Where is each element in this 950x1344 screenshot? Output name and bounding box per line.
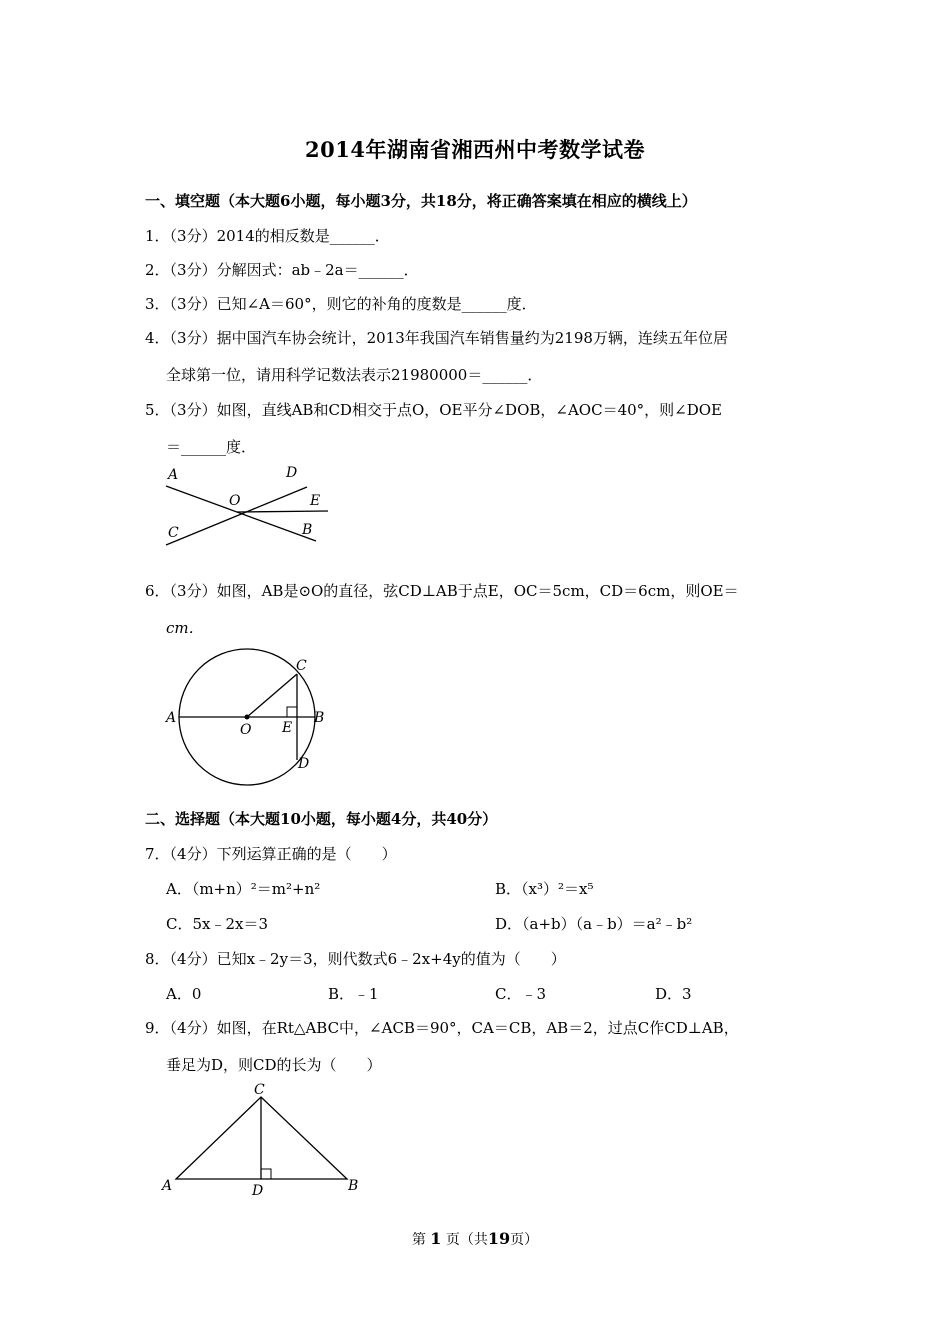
page-title: 2014年湖南省湘西州中考数学试卷: [305, 137, 645, 162]
right-angle-mark: [287, 707, 297, 717]
label-d: D: [286, 465, 298, 481]
question-4-line-1: 4．（3分）据中国汽车协会统计，2013年我国汽车销售量约为2198万辆，连续五年位居: [145, 329, 728, 347]
label-d: D: [252, 1183, 264, 1199]
question-9-line-1: 9．（4分）如图，在Rt△ABC中，∠ACB＝90°，CA＝CB，AB＝2，过点C作CD⊥AB，: [145, 1019, 739, 1037]
figure-q9-triangle: [160, 1082, 370, 1202]
label-c: C: [168, 525, 179, 541]
label-c: C: [296, 658, 307, 674]
label-c: C: [254, 1082, 265, 1098]
question-4-line-2: 全球第一位，请用科学记数法表示21980000＝______．: [166, 366, 543, 384]
page-footer: [0, 1229, 950, 1249]
question-8-option-c: C．﹣3: [495, 985, 547, 1003]
center-point: [245, 715, 250, 720]
question-7-option-b: B．（x³）²＝x⁵: [495, 880, 594, 898]
question-6-line-2: cm．: [166, 619, 204, 637]
question-7: 7．（4分）下列运算正确的是（ ）: [145, 845, 397, 863]
label-b: B: [348, 1178, 359, 1194]
label-o: O: [229, 493, 241, 509]
label-b: B: [314, 710, 325, 726]
footer-middle: 页（共: [445, 1232, 488, 1248]
label-b: B: [302, 522, 313, 538]
label-e: E: [282, 720, 293, 736]
label-e: E: [310, 493, 321, 509]
question-9-line-2: 垂足为D，则CD的长为（ ）: [166, 1056, 382, 1074]
label-o: O: [240, 722, 252, 738]
footer-page-number: 1: [430, 1229, 442, 1248]
question-8: 8．（4分）已知x﹣2y＝3，则代数式6﹣2x+4y的值为（ ）: [145, 950, 566, 968]
question-7-option-c: C．5x﹣2x＝3: [166, 915, 269, 933]
question-7-option-d: D．（a+b）（a﹣b）＝a²﹣b²: [495, 915, 693, 933]
question-7-option-a: A．（m+n）²＝m²+n²: [166, 880, 321, 898]
label-d: D: [298, 756, 310, 772]
question-1: 1．（3分）2014的相反数是______．: [145, 227, 390, 245]
section-heading-fill-blank: 一、填空题（本大题6小题，每小题3分，共18分，将正确答案填在相应的横线上）: [145, 192, 697, 210]
section-heading-multiple-choice: 二、选择题（本大题10小题，每小题4分，共40分）: [145, 810, 498, 828]
label-a: A: [162, 1178, 173, 1194]
right-angle-mark: [261, 1169, 271, 1179]
question-8-option-b: B．﹣1: [328, 985, 379, 1003]
label-a: A: [168, 467, 179, 483]
ray-oe: [237, 511, 328, 512]
question-5-line-2: ＝______度．: [166, 438, 257, 456]
figure-q6-circle: [160, 650, 340, 790]
footer-suffix: 页）: [510, 1232, 539, 1248]
question-3: 3．（3分）已知∠A＝60°，则它的补角的度数是______度．: [145, 295, 537, 313]
question-5-line-1: 5．（3分）如图，直线AB和CD相交于点O，OE平分∠DOB，∠AOC＝40°，则∠DOE: [145, 401, 723, 419]
question-6-line-1: 6．（3分）如图，AB是⊙O的直径，弦CD⊥AB于点E，OC＝5cm，CD＝6cm，则OE＝: [145, 582, 739, 600]
figure-q5-intersecting-lines: [160, 460, 340, 555]
label-a: A: [166, 710, 177, 726]
footer-total-pages: 19: [487, 1229, 511, 1248]
question-8-option-d: D．3: [655, 985, 692, 1003]
question-2: 2．（3分）分解因式：ab﹣2a＝______．: [145, 261, 419, 279]
segment-oc: [247, 674, 297, 717]
question-8-option-a: A．0: [166, 985, 202, 1003]
footer-prefix: 第: [411, 1232, 426, 1248]
